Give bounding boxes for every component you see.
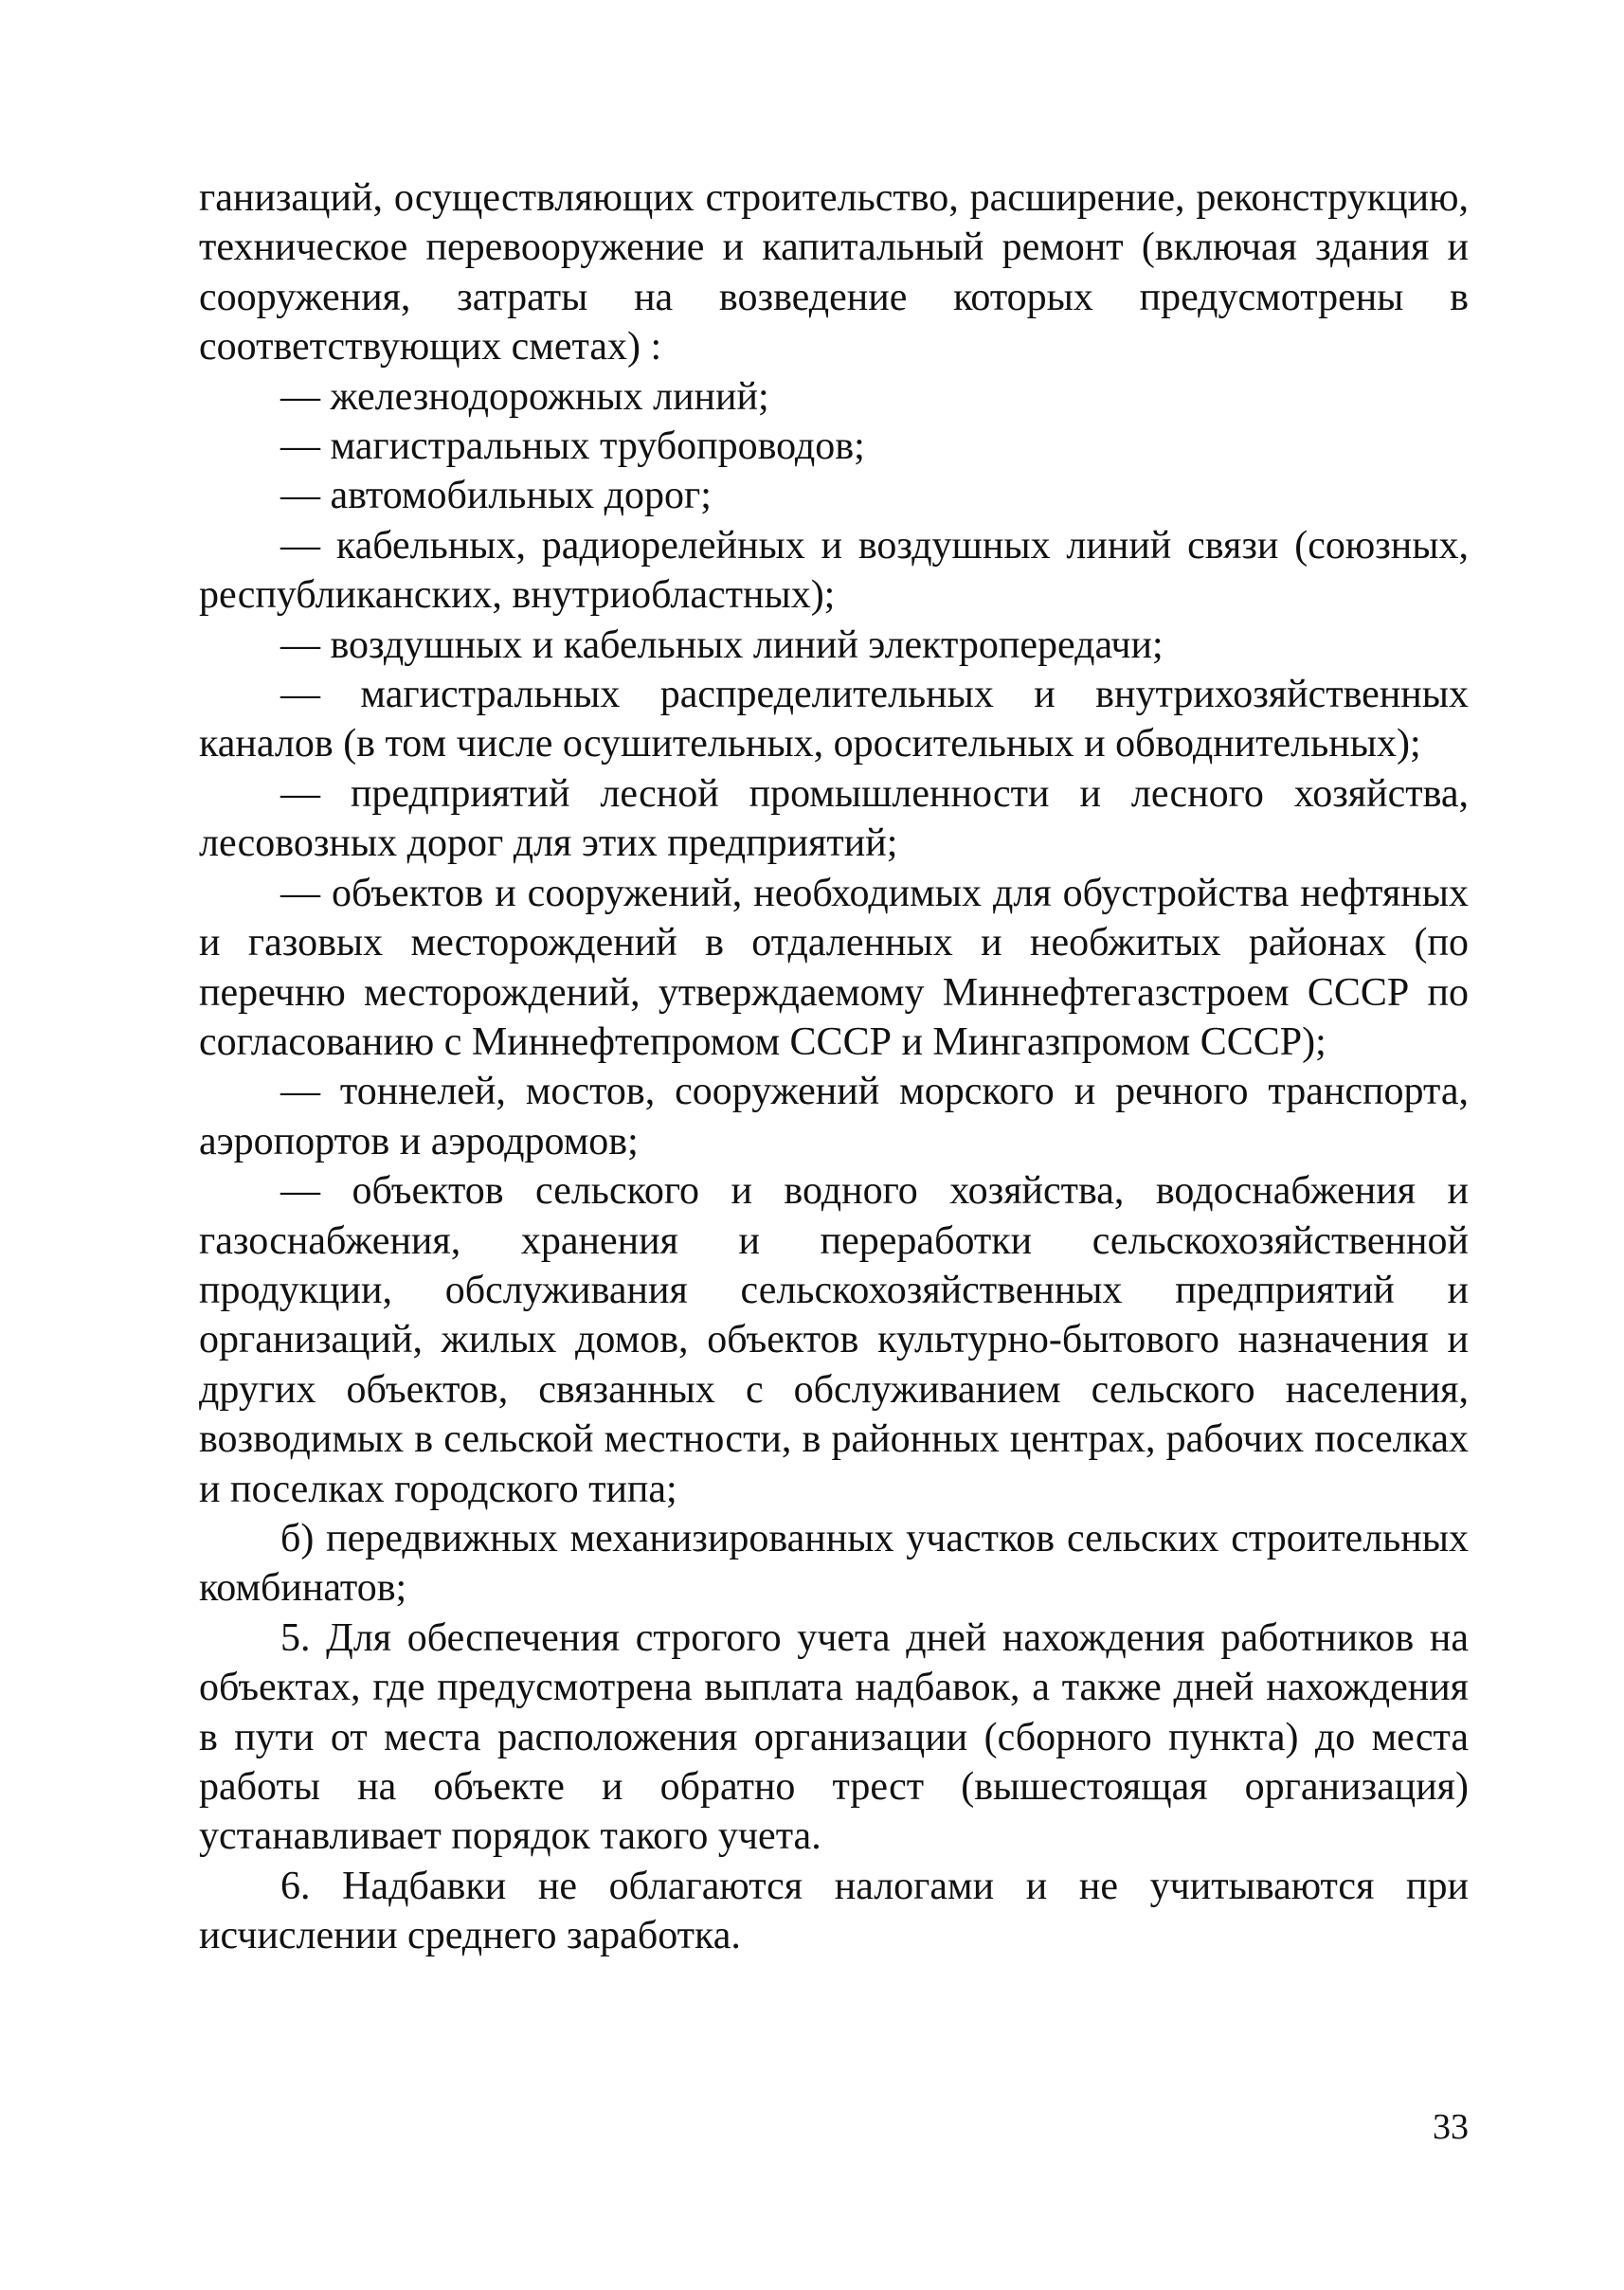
list-item-oil-gas-fields: — объектов и сооружений, необходимых для обустройства нефтяных и газовых месторождений в отдаленных и необжитых районах (по перечню месторождений, утверждаемому Миннефтегазстроем СССР по согласованию с Миннефтепромом СССР и Мингазпромом СССР); bbox=[199, 871, 1469, 1064]
page-number: 33 bbox=[1433, 2107, 1469, 2147]
paragraph-continuation: ганизаций, осуществляющих строительство, расширение, реконструкцию, техническое перевооружение и капитальный ремонт (включая здания и сооружения, затраты на возведение которых предусмотрены в соответствующих сметах) : bbox=[199, 176, 1469, 370]
list-item-rural-objects: — объектов сельского и водного хозяйства, водоснабжения и газоснабжения, хранения и переработки сельскохозяйственной продукции, обслуживания сельскохозяйственных предприятий и организаций, жилых домов, объектов культурно-бытового назначения и других объектов, связанных с обслуживанием сельского населения, возводимых в сельской местности, в районных центрах, рабочих поселках и поселках городского типа; bbox=[199, 1169, 1469, 1511]
list-item-pipelines: — магистральных трубопроводов; bbox=[280, 424, 865, 469]
list-item-power-lines: — воздушных и кабельных линий электропередачи; bbox=[280, 622, 1164, 667]
list-item-roads: — автомобильных дорог; bbox=[280, 474, 712, 518]
list-item-communication-lines: — кабельных, радиорелейных и воздушных линий связи (союзных, республиканских, внутриобластных); bbox=[199, 523, 1469, 618]
body-text bbox=[199, 173, 1469, 1961]
list-item-railways: — железнодорожных линий; bbox=[280, 374, 769, 419]
clause-5: 5. Для обеспечения строгого учета дней нахождения работников на объектах, где предусмотрена выплата надбавок, а также дней нахождения в пути от места расположения организации (сборного пункта) до места работы на объекте и обратно трест (вышестоящая организация) устанавливает порядок такого учета. bbox=[199, 1615, 1469, 1859]
list-item-forestry: — предприятий лесной промышленности и лесного хозяйства, лесовозных дорог для этих предприятий; bbox=[199, 771, 1469, 866]
list-item-canals: — магистральных распределительных и внутрихозяйственных каналов (в том числе осушительных, оросительных и обводнительных); bbox=[199, 673, 1469, 766]
clause-6: 6. Надбавки не облагаются налогами и не учитываются при исчислении среднего заработка. bbox=[199, 1864, 1469, 1958]
list-item-tunnels-bridges: — тоннелей, мостов, сооружений морского и речного транспорта, аэропортов и аэродромов; bbox=[199, 1070, 1469, 1163]
clause-b: б) передвижных механизированных участков сельских строительных комбинатов; bbox=[199, 1516, 1469, 1611]
